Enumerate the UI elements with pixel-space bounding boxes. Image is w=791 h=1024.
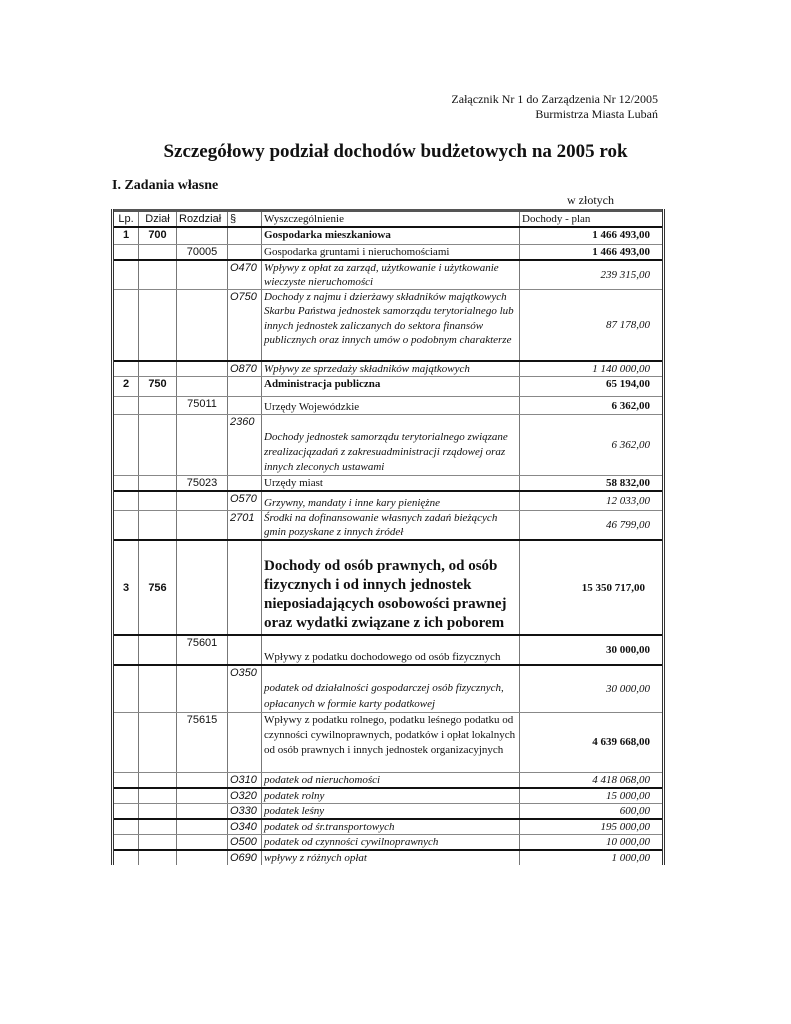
cell-paragraph (228, 476, 262, 492)
cell-description: podatek rolny (262, 788, 520, 804)
cell-description: podatek od działalności gospodarczej osób fizycznych, opłacanych w formie karty podatkowej (262, 665, 520, 712)
cell-dzial (139, 772, 177, 788)
cell-amount: 87 178,00 (520, 289, 664, 361)
cell-lp (113, 788, 139, 804)
cell-dzial: 756 (139, 540, 177, 635)
document-title: Szczegółowy podział dochodów budżetowych na 2005 rok (163, 141, 628, 162)
cell-lp (113, 665, 139, 712)
cell-amount: 1 466 493,00 (520, 227, 664, 244)
cell-amount: 195 000,00 (520, 819, 664, 835)
table-header-row (113, 211, 664, 228)
cell-paragraph (228, 377, 262, 397)
annex-line-2: Burmistrza Miasta Lubań (535, 107, 658, 121)
cell-description: podatek od nieruchomości (262, 772, 520, 788)
cell-lp (113, 712, 139, 772)
cell-paragraph (228, 635, 262, 665)
column-header-paragraph: § (228, 211, 262, 228)
cell-lp (113, 244, 139, 260)
cell-paragraph: O870 (228, 361, 262, 377)
cell-rozdzial (177, 415, 228, 476)
table-row-rozdzial (113, 397, 664, 415)
cell-dzial (139, 834, 177, 850)
column-header-description: Wyszczególnienie (262, 211, 520, 228)
cell-amount: 1 000,00 (520, 850, 664, 865)
cell-description: Wpływy ze sprzedaży składników majątkowych (262, 361, 520, 377)
table-row-paragraph (113, 772, 664, 788)
cell-lp: 3 (113, 540, 139, 635)
cell-dzial (139, 635, 177, 665)
cell-description: podatek leśny (262, 803, 520, 819)
cell-description: Dochody z najmu i dzierżawy składników majątkowych Skarbu Państwa jednostek samorządu terytorialnego lub innych jednostek zaliczanych do sektora finansów publicznych oraz innych umów o podobnym charakterze (262, 289, 520, 361)
cell-description: Urzędy Wojewódzkie (262, 397, 520, 415)
cell-rozdzial (177, 510, 228, 540)
cell-dzial: 750 (139, 377, 177, 397)
cell-amount: 58 832,00 (520, 476, 664, 492)
table-row-paragraph (113, 665, 664, 712)
cell-lp (113, 361, 139, 377)
cell-amount: 239 315,00 (520, 260, 664, 290)
cell-dzial (139, 476, 177, 492)
cell-lp (113, 415, 139, 476)
cell-rozdzial (177, 361, 228, 377)
cell-amount: 15 350 717,00 (520, 540, 664, 635)
cell-dzial (139, 510, 177, 540)
table-row-paragraph (113, 510, 664, 540)
cell-rozdzial: 75615 (177, 712, 228, 772)
cell-rozdzial (177, 289, 228, 361)
cell-amount: 65 194,00 (520, 377, 664, 397)
cell-lp (113, 772, 139, 788)
cell-description: podatek od śr.transportowych (262, 819, 520, 835)
cell-lp (113, 819, 139, 835)
column-header-dzial: Dział (139, 211, 177, 228)
cell-rozdzial (177, 850, 228, 865)
cell-dzial (139, 665, 177, 712)
cell-description: Dochody od osób prawnych, od osób fizycznych i od innych jednostek nieposiadających osobowości prawnej oraz wydatki związane z ich poborem (262, 540, 520, 635)
cell-dzial (139, 397, 177, 415)
cell-paragraph (228, 712, 262, 772)
cell-amount: 600,00 (520, 803, 664, 819)
column-header-amount: Dochody - plan (520, 211, 664, 228)
cell-amount: 46 799,00 (520, 510, 664, 540)
cell-rozdzial: 70005 (177, 244, 228, 260)
cell-dzial: 700 (139, 227, 177, 244)
cell-dzial (139, 850, 177, 865)
cell-rozdzial: 75023 (177, 476, 228, 492)
cell-paragraph: O320 (228, 788, 262, 804)
cell-lp (113, 850, 139, 865)
cell-lp (113, 289, 139, 361)
table-row-dzial (113, 227, 664, 244)
cell-paragraph: 2701 (228, 510, 262, 540)
cell-paragraph (228, 227, 262, 244)
table-row-rozdzial (113, 244, 664, 260)
cell-rozdzial (177, 665, 228, 712)
cell-rozdzial: 75011 (177, 397, 228, 415)
cell-lp (113, 260, 139, 290)
cell-description: Gospodarka mieszkaniowa (262, 227, 520, 244)
cell-dzial (139, 361, 177, 377)
cell-dzial (139, 819, 177, 835)
cell-lp (113, 491, 139, 510)
cell-lp: 1 (113, 227, 139, 244)
currency-unit-label: w złotych (567, 193, 614, 207)
cell-amount: 1 466 493,00 (520, 244, 664, 260)
cell-rozdzial (177, 491, 228, 510)
cell-paragraph: O690 (228, 850, 262, 865)
cell-amount: 30 000,00 (520, 635, 664, 665)
cell-description: Grzywny, mandaty i inne kary pieniężne (262, 491, 520, 510)
table-row-paragraph (113, 819, 664, 835)
cell-rozdzial (177, 788, 228, 804)
cell-amount: 10 000,00 (520, 834, 664, 850)
cell-amount: 30 000,00 (520, 665, 664, 712)
cell-description: Dochody jednostek samorządu terytorialnego związane zrealizacjązadań z zakresuadministracji rządowej oraz innych zleconych ustawami (262, 415, 520, 476)
cell-amount: 6 362,00 (520, 415, 664, 476)
cell-lp (113, 635, 139, 665)
cell-dzial (139, 260, 177, 290)
cell-paragraph: O470 (228, 260, 262, 290)
cell-dzial (139, 289, 177, 361)
table-row-paragraph (113, 289, 664, 361)
cell-dzial (139, 803, 177, 819)
cell-dzial (139, 712, 177, 772)
cell-rozdzial (177, 377, 228, 397)
cell-paragraph: O570 (228, 491, 262, 510)
cell-paragraph: O330 (228, 803, 262, 819)
cell-amount: 15 000,00 (520, 788, 664, 804)
cell-lp (113, 476, 139, 492)
table-row-paragraph (113, 803, 664, 819)
table-row-paragraph (113, 834, 664, 850)
table-row-paragraph (113, 260, 664, 290)
table-row-dzial (113, 540, 664, 635)
cell-rozdzial (177, 803, 228, 819)
cell-paragraph (228, 397, 262, 415)
section-heading: I. Zadania własne (112, 178, 219, 193)
cell-paragraph: O350 (228, 665, 262, 712)
cell-rozdzial (177, 834, 228, 850)
table-row-paragraph (113, 361, 664, 377)
cell-rozdzial (177, 540, 228, 635)
cell-lp (113, 834, 139, 850)
table-row-paragraph (113, 850, 664, 865)
table-row-paragraph (113, 415, 664, 476)
cell-dzial (139, 788, 177, 804)
cell-paragraph: O500 (228, 834, 262, 850)
cell-description: Administracja publiczna (262, 377, 520, 397)
cell-rozdzial (177, 819, 228, 835)
cell-description: Wpływy z opłat za zarząd, użytkowanie i użytkowanie wieczyste nieruchomości (262, 260, 520, 290)
column-header-rozdzial: Rozdział (177, 211, 228, 228)
cell-lp (113, 803, 139, 819)
cell-paragraph (228, 540, 262, 635)
cell-rozdzial: 75601 (177, 635, 228, 665)
cell-amount: 6 362,00 (520, 397, 664, 415)
table-row-paragraph (113, 491, 664, 510)
cell-amount: 4 639 668,00 (520, 712, 664, 772)
cell-dzial (139, 415, 177, 476)
cell-paragraph: 2360 (228, 415, 262, 476)
cell-description: podatek od czynności cywilnoprawnych (262, 834, 520, 850)
table-row-dzial (113, 377, 664, 397)
cell-paragraph: O340 (228, 819, 262, 835)
cell-rozdzial (177, 772, 228, 788)
cell-description: Środki na dofinansowanie własnych zadań bieżących gmin pozyskane z innych źródeł (262, 510, 520, 540)
cell-amount: 12 033,00 (520, 491, 664, 510)
cell-amount: 1 140 000,00 (520, 361, 664, 377)
cell-description: Urzędy miast (262, 476, 520, 492)
cell-dzial (139, 491, 177, 510)
cell-paragraph (228, 244, 262, 260)
cell-paragraph: O750 (228, 289, 262, 361)
cell-description: Gospodarka gruntami i nieruchomościami (262, 244, 520, 260)
annex-line-1: Załącznik Nr 1 do Zarządzenia Nr 12/2005 (451, 92, 658, 106)
cell-amount: 4 418 068,00 (520, 772, 664, 788)
table-row-rozdzial (113, 712, 664, 772)
cell-lp: 2 (113, 377, 139, 397)
table-row-paragraph (113, 788, 664, 804)
cell-paragraph: O310 (228, 772, 262, 788)
cell-description: Wpływy z podatku dochodowego od osób fizycznych (262, 635, 520, 665)
budget-table (111, 209, 665, 865)
cell-dzial (139, 244, 177, 260)
cell-description: wpływy z różnych opłat (262, 850, 520, 865)
cell-lp (113, 510, 139, 540)
table-row-rozdzial (113, 635, 664, 665)
column-header-lp: Lp. (113, 211, 139, 228)
table-row-rozdzial (113, 476, 664, 492)
cell-rozdzial (177, 227, 228, 244)
cell-description: Wpływy z podatku rolnego, podatku leśnego podatku od czynności cywilnoprawnych, podatków i opłat lokalnych od osób prawnych i innych jednostek organizacyjnych (262, 712, 520, 772)
cell-lp (113, 397, 139, 415)
cell-rozdzial (177, 260, 228, 290)
